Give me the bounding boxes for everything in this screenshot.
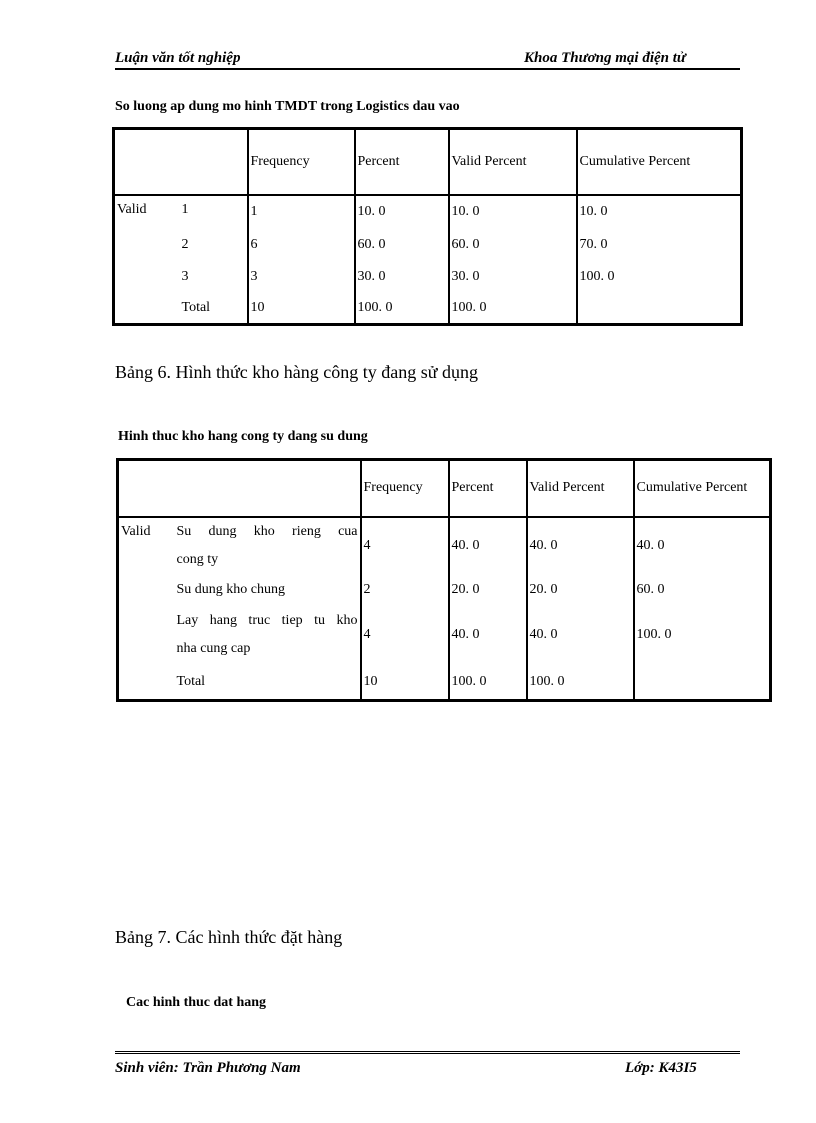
section-6-title: Bảng 6. Hình thức kho hàng công ty đang sử dụng xyxy=(115,362,478,382)
table-row xyxy=(118,665,771,701)
table2-cumulative-cell: 100. 0 xyxy=(634,606,771,665)
table1-col-valid-percent: Valid Percent xyxy=(449,129,577,195)
section-7-title: Bảng 7. Các hình thức đặt hàng xyxy=(115,927,343,947)
table1-valid-percent-cell: 30. 0 xyxy=(449,262,577,293)
table2-caption: Hinh thuc kho hang cong ty dang su dung xyxy=(118,429,368,444)
table1-cumulative-cell xyxy=(577,293,742,325)
table1-cumulative-cell: 10. 0 xyxy=(577,195,742,229)
table2-header-row xyxy=(118,460,771,517)
table1-caption: So luong ap dung mo hinh TMDT trong Logistics dau vao xyxy=(115,99,460,114)
table2-percent-cell: 20. 0 xyxy=(449,574,527,606)
table1-header-row xyxy=(114,129,742,195)
table1-percent-cell: 30. 0 xyxy=(355,262,449,293)
table-row xyxy=(114,293,742,325)
table2-percent-cell: 40. 0 xyxy=(449,606,527,665)
table1-percent-cell: 10. 0 xyxy=(355,195,449,229)
header-thesis-label: Luận văn tốt nghiệp xyxy=(115,50,241,66)
table1-col-percent: Percent xyxy=(355,129,449,195)
table2-frequency-cell: 10 xyxy=(361,665,449,701)
footer-student-label: Sinh viên: Trần Phương Nam xyxy=(115,1060,301,1076)
table1-row-label: 3 xyxy=(181,269,189,284)
table2-corner-cell xyxy=(118,460,361,517)
table2-valid-percent-cell: 20. 0 xyxy=(527,574,634,606)
page-header xyxy=(115,48,740,70)
table2-row-label: Su dung kho chung xyxy=(176,581,285,597)
table1 xyxy=(112,127,743,326)
table1-percent-cell: 60. 0 xyxy=(355,229,449,262)
table1-row-label: 2 xyxy=(181,237,189,252)
table2-frequency-cell: 4 xyxy=(361,517,449,574)
table-row xyxy=(118,606,771,665)
page-footer xyxy=(115,1051,740,1082)
table2-row-label: Total xyxy=(176,673,206,689)
table2-frequency-cell: 2 xyxy=(361,574,449,606)
table1-group-label: Valid xyxy=(117,201,147,217)
table2-cumulative-cell: 60. 0 xyxy=(634,574,771,606)
footer-class-label: Lớp: K43I5 xyxy=(625,1060,697,1076)
table1-frequency-cell: 10 xyxy=(248,293,355,325)
table1-col-frequency: Frequency xyxy=(248,129,355,195)
table2-group-label: Valid xyxy=(121,523,151,539)
table-row xyxy=(114,195,742,229)
table1-row-label: Total xyxy=(181,299,211,315)
table1-valid-percent-cell: 100. 0 xyxy=(449,293,577,325)
table1-corner-cell xyxy=(114,129,248,195)
table1-frequency-cell: 6 xyxy=(248,229,355,262)
table2-row-label: Lay hang truc tiep tu kho nha cung cap xyxy=(176,613,358,656)
table1-valid-percent-cell: 60. 0 xyxy=(449,229,577,262)
table-row xyxy=(118,574,771,606)
table2-frequency-cell: 4 xyxy=(361,606,449,665)
table2 xyxy=(116,458,772,702)
table1-cumulative-cell: 100. 0 xyxy=(577,262,742,293)
table1-valid-percent-cell: 10. 0 xyxy=(449,195,577,229)
table1-row-label: 1 xyxy=(181,201,189,217)
header-faculty-label: Khoa Thương mại điện tử xyxy=(524,50,686,66)
table3-caption: Cac hinh thuc dat hang xyxy=(126,995,267,1010)
table1-col-cumulative: Cumulative Percent xyxy=(577,129,742,195)
table2-row-label: Su dung kho rieng cua cong ty xyxy=(176,523,358,567)
table2-col-frequency: Frequency xyxy=(361,460,449,517)
table1-frequency-cell: 3 xyxy=(248,262,355,293)
table2-col-valid-percent: Valid Percent xyxy=(527,460,634,517)
table1-frequency-cell: 1 xyxy=(248,195,355,229)
table2-valid-percent-cell: 100. 0 xyxy=(527,665,634,701)
table-row xyxy=(118,517,771,574)
table2-valid-percent-cell: 40. 0 xyxy=(527,606,634,665)
table1-percent-cell: 100. 0 xyxy=(355,293,449,325)
table2-cumulative-cell xyxy=(634,665,771,701)
table2-cumulative-cell: 40. 0 xyxy=(634,517,771,574)
table2-percent-cell: 40. 0 xyxy=(449,517,527,574)
table1-cumulative-cell: 70. 0 xyxy=(577,229,742,262)
table2-col-cumulative: Cumulative Percent xyxy=(634,460,771,517)
table2-percent-cell: 100. 0 xyxy=(449,665,527,701)
table2-col-percent: Percent xyxy=(449,460,527,517)
table-row xyxy=(114,229,742,262)
table2-valid-percent-cell: 40. 0 xyxy=(527,517,634,574)
table-row xyxy=(114,262,742,293)
